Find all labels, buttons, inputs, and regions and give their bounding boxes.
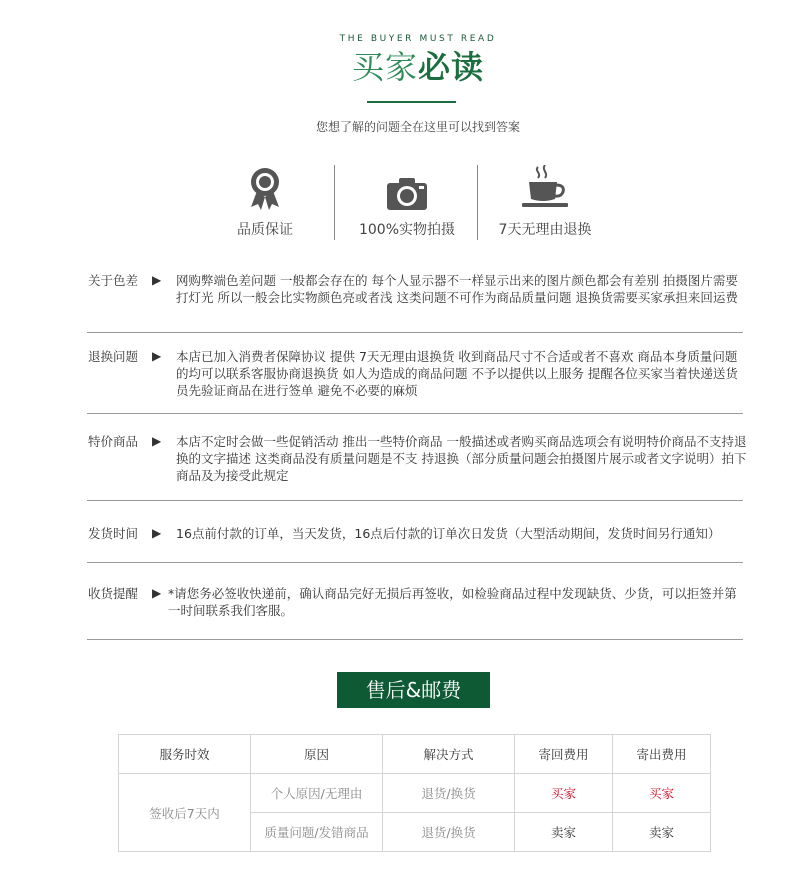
arrow-icon: ▶ [152,526,162,540]
divider [87,562,743,563]
feature-label: 7天无理由退换 [498,222,592,238]
row-label-color: 关于色差 [88,273,139,288]
header-send-fee: 寄出费用 [613,735,711,774]
feature-return [490,165,600,239]
divider [87,500,743,501]
row-text-receipt: *请您务必签收快递前，确认商品完好无损后再签收，如检验商品过程中发现缺货、少货，可以拒签并第一时间联系我们客服。 [168,586,737,618]
header-period: 服务时效 [119,735,251,774]
row-label-receipt: 收货提醒 [88,586,139,601]
header-reason: 原因 [251,735,383,774]
aftersale-table [118,734,711,852]
arrow-icon: ▶ [152,349,162,363]
row-label-shipping: 发货时间 [88,526,139,541]
row-text-shipping: 16点前付款的订单，当天发货，16点后付款的订单次日发货（大型活动期间，发货时间另行通知） [176,526,721,541]
coffee-cup-icon [490,165,600,211]
reason-cell: 质量问题/发错商品 [251,813,383,852]
tagline: 您想了解的问题全在这里可以找到答案 [315,120,520,134]
aftersale-banner: 售后&邮费 [337,672,490,708]
feature-label: 品质保证 [237,222,293,238]
header-return-fee: 寄回费用 [515,735,613,774]
feature-quality [210,165,320,239]
divider [87,332,743,333]
feature-label: 100%实物拍摄 [358,222,456,238]
solution-cell: 退货/换货 [383,774,515,813]
header-subtitle: THE BUYER MUST READ [339,34,497,44]
feature-divider [477,165,478,240]
row-label-return: 退换问题 [88,349,139,364]
feature-divider [334,165,335,240]
divider [87,413,743,414]
send-fee-cell: 卖家 [613,813,711,852]
period-cell: 签收后7天内 [119,774,251,852]
medal-icon [210,165,320,211]
return-fee-cell: 买家 [515,774,613,813]
row-label-special: 特价商品 [88,434,139,449]
title-light: 买家 [351,48,418,86]
solution-cell: 退货/换货 [383,813,515,852]
camera-icon [352,165,462,211]
arrow-icon: ▶ [152,273,162,287]
reason-cell: 个人原因/无理由 [251,774,383,813]
row-text-special: 本店不定时会做一些促销活动 推出一些特价商品 一般描述或者购买商品选项会有说明特价商品不支持退换的文字描述 这类商品没有质量问题是不支 持退换（部分质量问题会拍摄图片展示或者文字说明）拍下商品及为接受此规定 [176,434,747,483]
feature-photo [352,165,462,239]
send-fee-cell: 买家 [613,774,711,813]
arrow-icon: ▶ [152,434,162,448]
page-title [0,47,790,87]
title-underline [367,101,456,103]
table-header-row [119,735,711,774]
row-text-return: 本店已加入消费者保障协议 提供 7天无理由退换货 收到商品尺寸不合适或者不喜欢 商品本身质量问题的均可以联系客服协商退换货 如人为造成的商品问题 不予以提供以上服务 提醒各位买家当着快递送货员先验证商品在进行签单 避免不必要的麻烦 [176,349,738,398]
table-row [119,774,711,813]
return-fee-cell: 卖家 [515,813,613,852]
header-solution: 解决方式 [383,735,515,774]
arrow-icon: ▶ [152,586,162,600]
title-bold: 必读 [418,48,485,86]
row-text-color: 网购弊端色差问题 一般都会存在的 每个人显示器不一样显示出来的图片颜色都会有差别 拍摄图片需要打灯光 所以一般会比实物颜色亮或者浅 这类问题不可作为商品质量问题 退换货需要买家承担来回运费 [176,273,738,305]
divider [87,639,743,640]
